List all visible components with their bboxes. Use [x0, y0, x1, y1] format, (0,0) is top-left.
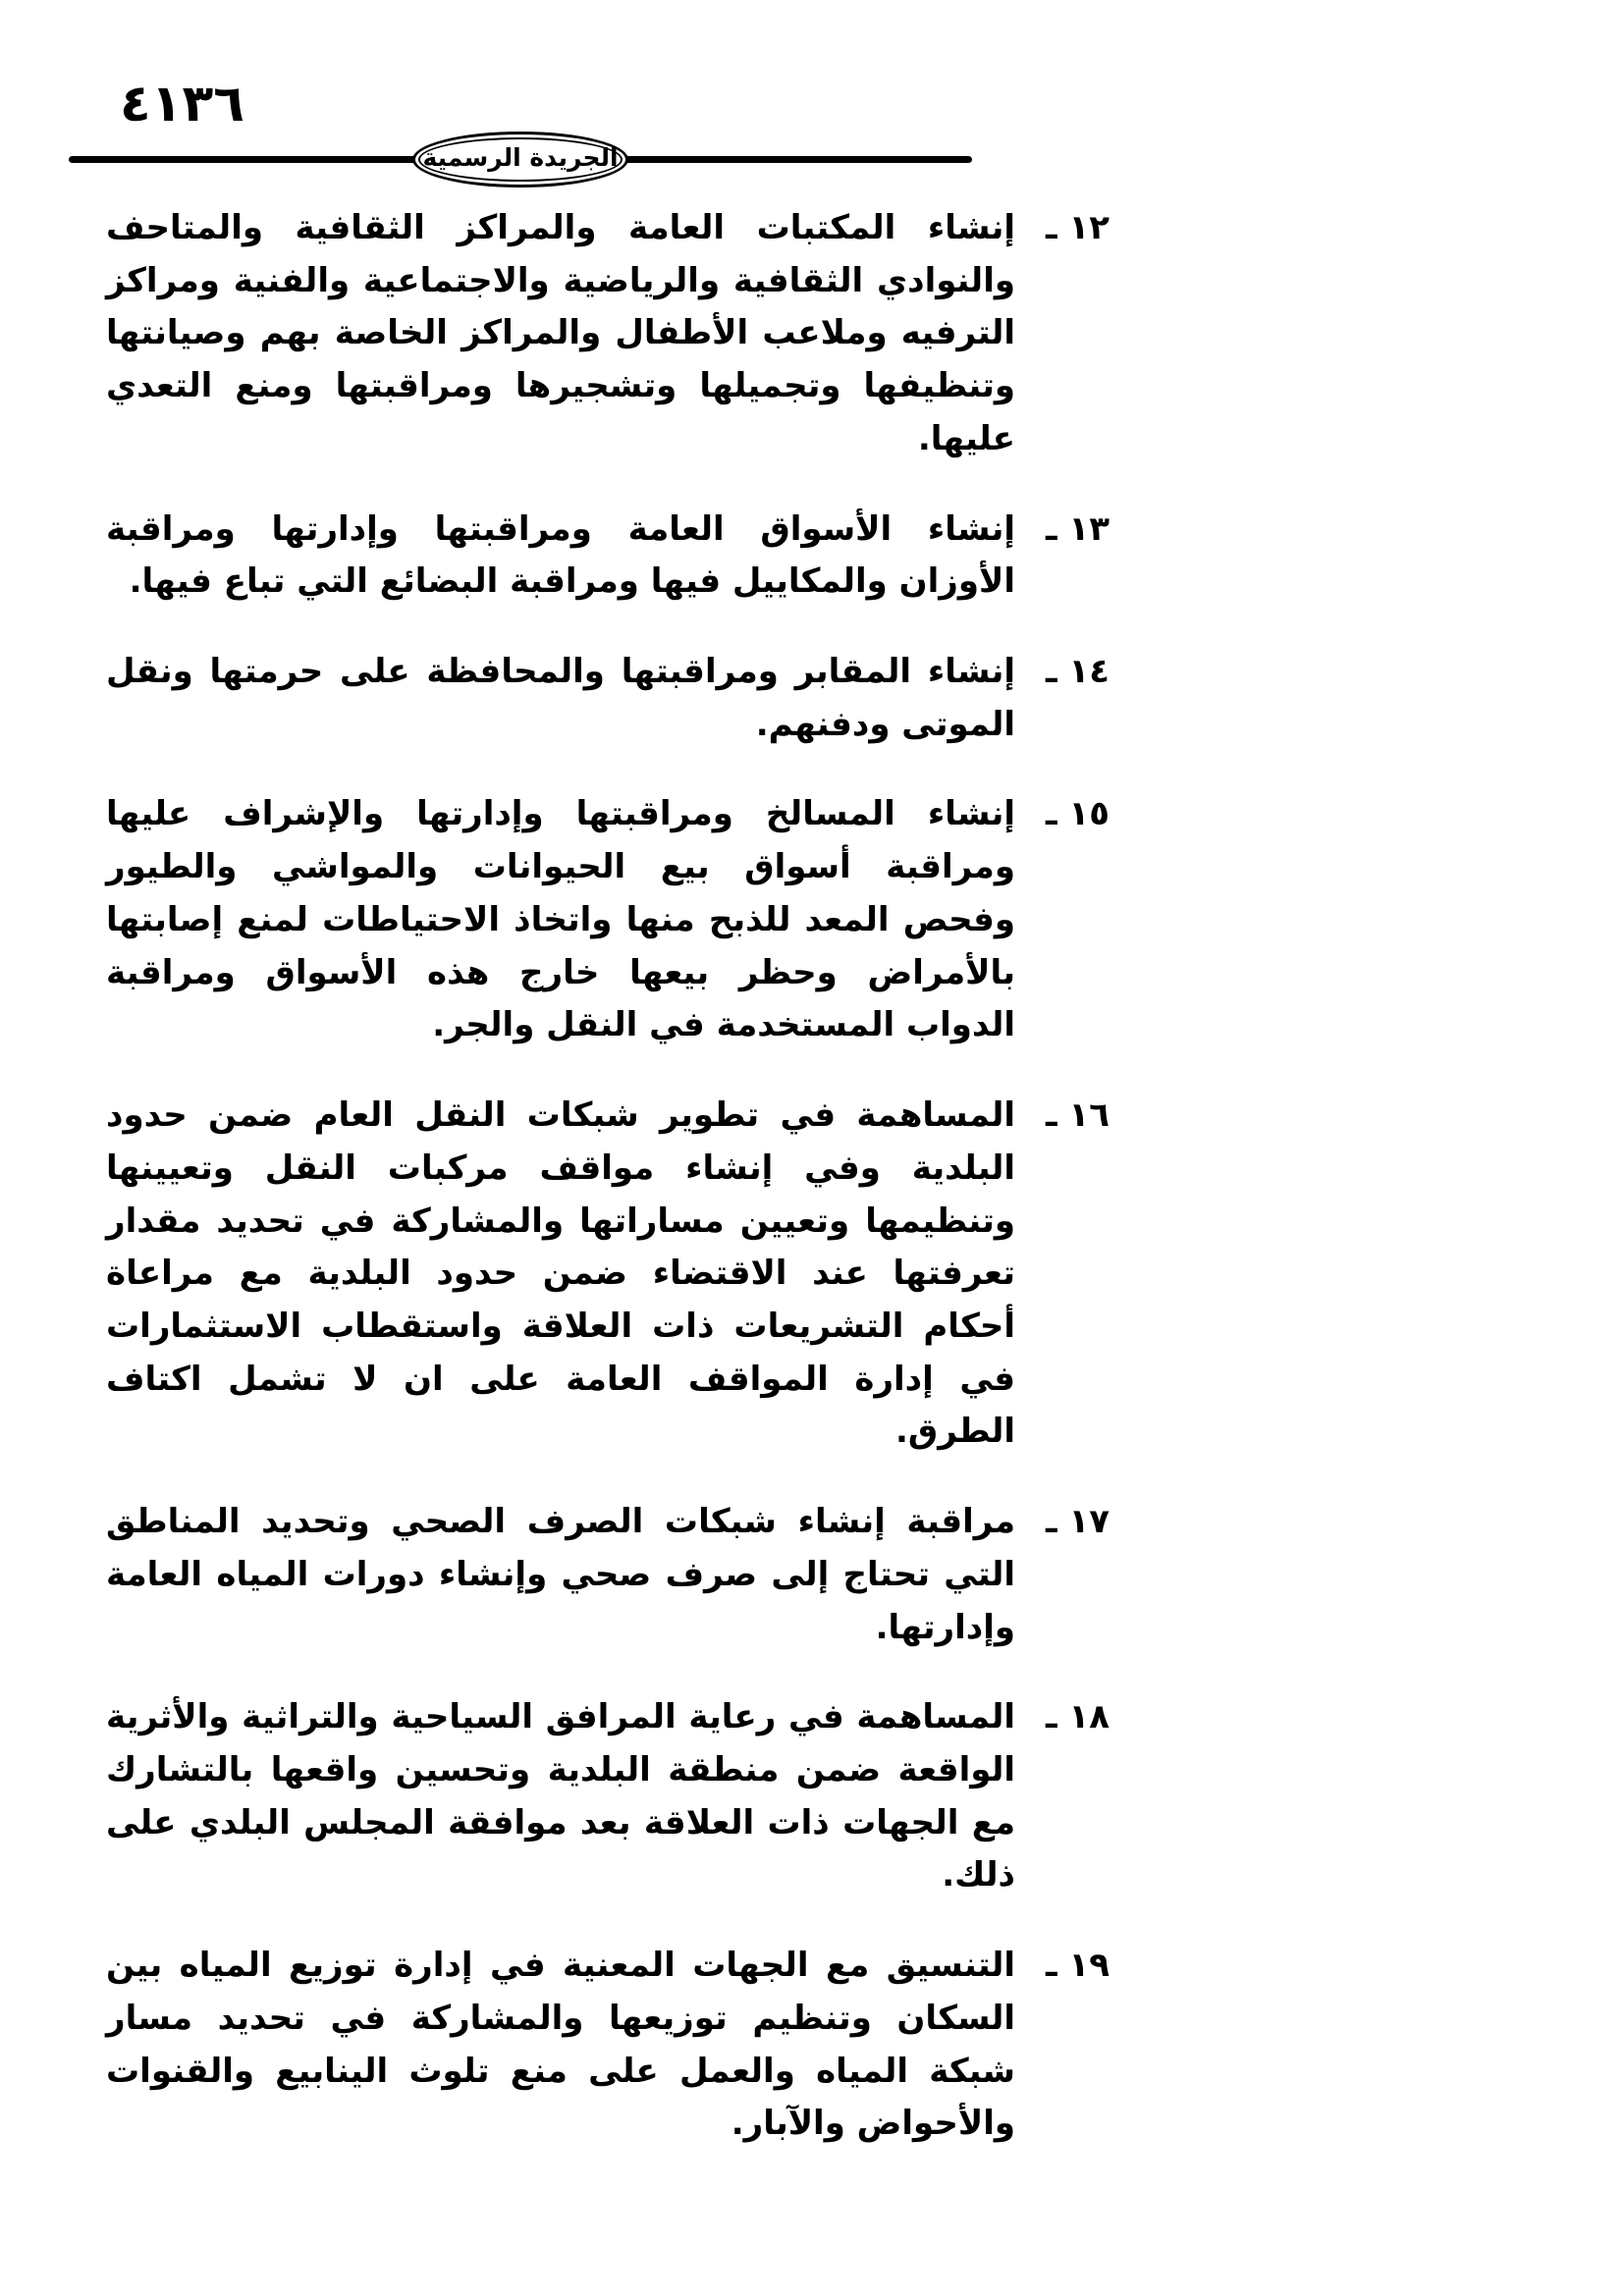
gazette-title-oval-inner: [418, 137, 623, 182]
list-item-17: [106, 1496, 1110, 1654]
item-text: إنشاء المسالخ ومراقبتها وإدارتها والإشراف عليها ومراقبة أسواق بيع الحيوانات والمواشي والطيور وفحص المعد للذبح منها واتخاذ الاحتياطات لمنع إصابتها بالأمراض وحظر بيعها خارج هذه الأسواق ومراقبة الدواب المستخدمة في النقل والجر.: [106, 794, 1015, 1045]
gazette-header: [69, 132, 972, 188]
articles-list: [106, 202, 1110, 2151]
list-item-18: [106, 1691, 1110, 1902]
item-text: المساهمة في تطوير شبكات النقل العام ضمن حدود البلدية وفي إنشاء مواقف مركبات النقل وتعيينها وتنظيمها وتعيين مساراتها والمشاركة في تحديد مقدار تعرفتها عند الاقتضاء ضمن حدود البلدية مع مراعاة أحكام التشريعات ذات العلاقة واستقطاب الاستثمارات في إدارة المواقف العامة على ان لا تشمل اكتاف الطرق.: [106, 1095, 1015, 1452]
list-item-15: [106, 788, 1110, 1052]
item-text: مراقبة إنشاء شبكات الصرف الصحي وتحديد المناطق التي تحتاج إلى صرف صحي وإنشاء دورات المياه العامة وإدارتها.: [106, 1502, 1015, 1647]
item-number: ١٢ ـ: [1046, 208, 1110, 247]
item-text: إنشاء المقابر ومراقبتها والمحافظة على حرمتها ونقل الموتى ودفنهم.: [106, 652, 1015, 744]
item-text: إنشاء الأسواق العامة ومراقبتها وإدارتها ومراقبة الأوزان والمكاييل فيها ومراقبة البضائع التي تباع فيها.: [106, 508, 1015, 602]
item-number: ١٩ ـ: [1046, 1946, 1110, 1986]
gazette-title: الجريدة الرسمية: [422, 143, 619, 172]
item-number: ١٨ ـ: [1046, 1697, 1110, 1737]
list-item-13: [106, 504, 1110, 609]
item-text: إنشاء المكتبات العامة والمراكز الثقافية والمتاحف والنوادي الثقافية والرياضية والاجتماعية والفنية ومراكز الترفيه وملاعب الأطفال والمراكز الخاصة بهم وصيانتها وتنظيفها وتجميلها وتشجيرها ومراقبتها ومنع التعدي عليها.: [106, 208, 1015, 458]
item-text: المساهمة في رعاية المرافق السياحية والتراثية والأثرية الواقعة ضمن منطقة البلدية وتحسين واقعها بالتشارك مع الجهات ذات العلاقة بعد موافقة المجلس البلدي على ذلك.: [106, 1697, 1015, 1896]
item-number: ١٤ ـ: [1046, 652, 1110, 692]
list-item-19: [106, 1940, 1110, 2151]
item-number: ١٣ ـ: [1046, 508, 1110, 549]
gazette-title-oval: [412, 132, 628, 187]
page-number: ٤١٣٦: [120, 75, 244, 133]
list-item-14: [106, 646, 1110, 751]
list-item-16: [106, 1090, 1110, 1459]
item-number: ١٦ ـ: [1046, 1095, 1110, 1136]
item-number: ١٧ ـ: [1046, 1502, 1110, 1542]
item-text: التنسيق مع الجهات المعنية في إدارة توزيع المياه بين السكان وتنظيم توزيعها والمشاركة في تحديد مسار شبكة المياه والعمل على منع تلوث الينابيع والقنوات والأحواض والآبار.: [106, 1946, 1015, 2144]
item-number: ١٥ ـ: [1046, 794, 1110, 834]
list-item-12: [106, 202, 1110, 466]
